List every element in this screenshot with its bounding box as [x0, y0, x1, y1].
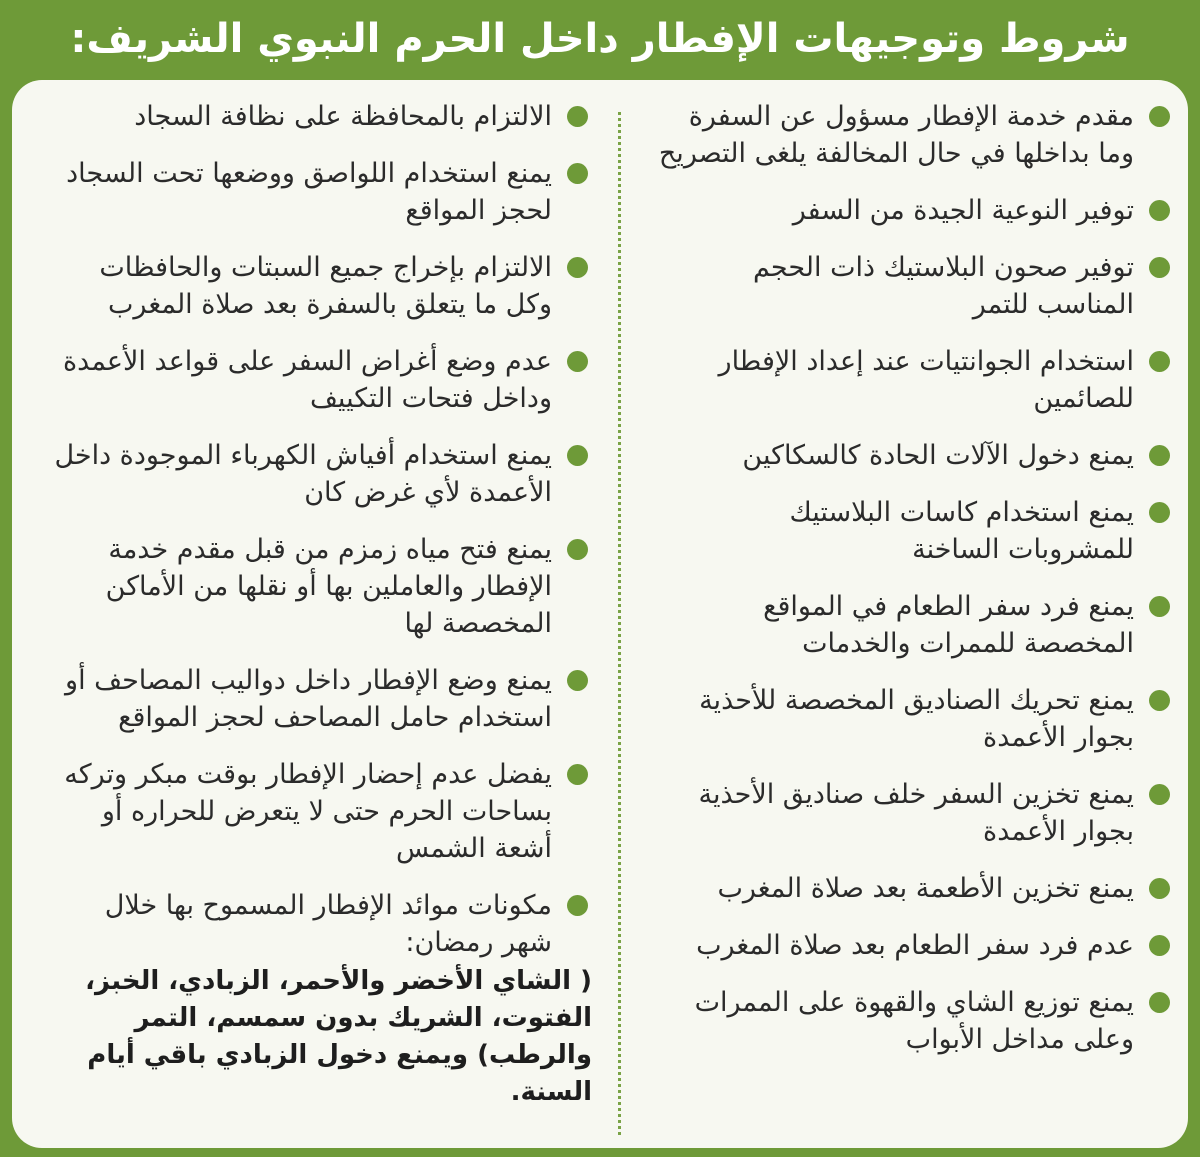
- left-column-list: [48, 98, 592, 1111]
- bullet-icon: [567, 163, 588, 184]
- bullet-icon: [567, 445, 588, 466]
- list-item: يفضل عدم إحضار الإفطار بوقت مبكر وتركه بساحات الحرم حتى لا يتعرض للحراره أو أشعة الشمس: [48, 756, 588, 867]
- list-item: يمنع وضع الإفطار داخل دواليب المصاحف أو استخدام حامل المصاحف لحجز المواقع: [48, 662, 588, 736]
- right-column-list: [655, 98, 1170, 1058]
- list-item: يمنع تخزين السفر خلف صناديق الأحذية بجوار الأعمدة: [655, 776, 1170, 850]
- list-item: مقدم خدمة الإفطار مسؤول عن السفرة وما بداخلها في حال المخالفة يلغى التصريح: [655, 98, 1170, 172]
- list-item: يمنع تحريك الصناديق المخصصة للأحذية بجوار الأعمدة: [655, 682, 1170, 756]
- bullet-icon: [1149, 445, 1170, 466]
- list-item: الالتزام بالمحافظة على نظافة السجاد: [48, 98, 588, 135]
- bullet-icon: [1149, 502, 1170, 523]
- bullet-icon: [1149, 878, 1170, 899]
- list-item: عدم فرد سفر الطعام بعد صلاة المغرب: [655, 927, 1170, 964]
- list-item: توفير النوعية الجيدة من السفر: [655, 192, 1170, 229]
- bullet-icon: [1149, 992, 1170, 1013]
- list-item: يمنع فرد سفر الطعام في المواقع المخصصة للممرات والخدمات: [655, 588, 1170, 662]
- bullet-icon: [567, 539, 588, 560]
- bullet-icon: [1149, 935, 1170, 956]
- bullet-icon: [1149, 106, 1170, 127]
- list-item: مكونات موائد الإفطار المسموح بها خلال شهر رمضان: ( الشاي الأخضر والأحمر، الزبادي، الخبز، الفتوت، الشريك بدون سمسم، التمر والرطب) ويمنع دخول الزبادي باقي أيام السنة.: [48, 887, 588, 1111]
- list-item: توفير صحون البلاستيك ذات الحجم المناسب للتمر: [655, 249, 1170, 323]
- page-title: شروط وتوجيهات الإفطار داخل الحرم النبوي الشريف:: [70, 16, 1130, 62]
- list-item: يمنع استخدام كاسات البلاستيك للمشروبات الساخنة: [655, 494, 1170, 568]
- bullet-icon: [1149, 200, 1170, 221]
- list-item: عدم وضع أغراض السفر على قواعد الأعمدة وداخل فتحات التكييف: [48, 343, 588, 417]
- bullet-icon: [567, 106, 588, 127]
- bullet-icon: [567, 764, 588, 785]
- list-item: يمنع استخدام أفياش الكهرباء الموجودة داخل الأعمدة لأي غرض كان: [48, 437, 588, 511]
- list-item: استخدام الجوانتيات عند إعداد الإفطار للصائمين: [655, 343, 1170, 417]
- bullet-icon: [567, 670, 588, 691]
- list-item: الالتزام بإخراج جميع السبتات والحافظات وكل ما يتعلق بالسفرة بعد صلاة المغرب: [48, 249, 588, 323]
- list-item: يمنع استخدام اللواصق ووضعها تحت السجاد لحجز المواقع: [48, 155, 588, 229]
- bullet-icon: [1149, 784, 1170, 805]
- bullet-icon: [1149, 596, 1170, 617]
- bullet-icon: [1149, 690, 1170, 711]
- list-item: يمنع فتح مياه زمزم من قبل مقدم خدمة الإفطار والعاملين بها أو نقلها من الأماكن المخصصة لها: [48, 531, 588, 642]
- bullet-icon: [1149, 351, 1170, 372]
- list-item: يمنع توزيع الشاي والقهوة على الممرات وعلى مداخل الأبواب: [655, 984, 1170, 1058]
- bullet-icon: [567, 351, 588, 372]
- bullet-icon: [567, 895, 588, 916]
- bullet-icon: [567, 257, 588, 278]
- column-divider: [618, 112, 621, 1135]
- list-item: يمنع دخول الآلات الحادة كالسكاكين: [655, 437, 1170, 474]
- bullet-icon: [1149, 257, 1170, 278]
- list-item: يمنع تخزين الأطعمة بعد صلاة المغرب: [655, 870, 1170, 907]
- allowed-items-note: ( الشاي الأخضر والأحمر، الزبادي، الخبز، الفتوت، الشريك بدون سمسم، التمر والرطب) ويمنع دخول الزبادي باقي أيام السنة.: [85, 966, 592, 1107]
